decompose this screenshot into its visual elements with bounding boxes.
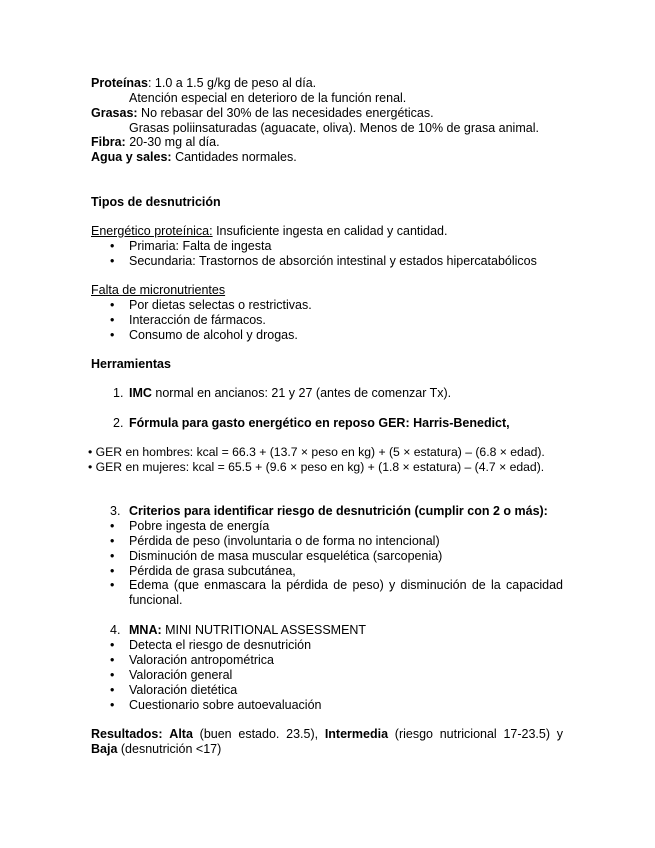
bullet-icon: • [110,668,115,682]
list-item: Por dietas selectas o restrictivas. [129,298,312,312]
list-item: Disminución de masa muscular esquelética (sarcopenia) [129,549,443,563]
micro-label: Falta de micronutrientes [91,283,226,297]
bullet-icon: • [110,313,115,327]
intermedia-label: Intermedia [324,727,389,741]
mna-line [129,623,366,638]
imc-label: IMC [129,386,152,400]
bullet-icon: • [110,328,115,342]
mna-number: 4. [110,623,121,637]
energetico-text: Insuficiente ingesta en calidad y cantidad. [212,224,448,238]
energetico-line [91,224,448,239]
energetico-label: Energético proteínica: [91,224,213,238]
criterios-number: 3. [110,504,121,518]
bullet-icon: • [110,564,115,578]
resultados-line-2 [91,742,221,757]
resultados-label: Resultados: [91,727,163,741]
list-item: Edema (que enmascara la pérdida de peso) y disminución de la capacidad funcional. [129,578,563,607]
proteinas-note: Atención especial en deterioro de la función renal. [129,91,407,105]
list-item: Primaria: Falta de ingesta [129,239,272,253]
formula-hombres: • GER en hombres: kcal = 66.3 + (13.7 × peso en kg) + (5 × estatura) – (6.8 × edad). [88,445,545,459]
fibra-label: Fibra: [91,135,126,149]
bullet-icon: • [110,698,115,712]
bullet-icon: • [110,683,115,697]
bullet-icon: • [110,239,115,253]
list-item: Pobre ingesta de energía [129,519,270,533]
imc-text: normal en ancianos: 21 y 27 (antes de comenzar Tx). [151,386,452,400]
bullet-icon: • [110,254,115,268]
resultados-line [91,727,563,742]
list-item: Pérdida de grasa subcutánea, [129,564,296,578]
imc-number: 1. [113,386,124,400]
agua-text: Cantidades normales. [171,150,297,164]
proteinas-text: : 1.0 a 1.5 g/kg de peso al día. [147,76,317,90]
baja-label: Baja [91,742,118,756]
fibra-line [91,135,220,150]
bullet-icon: • [110,549,115,563]
alta-label: Alta [169,727,193,741]
list-item: Consumo de alcohol y drogas. [129,328,298,342]
grasas-note: Grasas poliinsaturadas (aguacate, oliva). Menos de 10% de grasa animal. [129,121,539,135]
ger-label: Fórmula para gasto energético en reposo GER: Harris-Benedict, [129,416,510,430]
fibra-text: 20-30 mg al día. [125,135,220,149]
ger-number: 2. [113,416,124,430]
list-item: Pérdida de peso (involuntaria o de forma no intencional) [129,534,440,548]
agua-label: Agua y sales: [91,150,172,164]
list-item: Valoración general [129,668,233,682]
agua-line [91,150,297,165]
list-item: Valoración dietética [129,683,238,697]
proteinas-label: Proteínas [91,76,148,90]
list-item: Secundaria: Trastornos de absorción intestinal y estados hipercatabólicos [129,254,537,268]
intermedia-text: (riesgo nutricional 17-23.5) y [388,727,563,741]
imc-line [129,386,451,401]
list-item: Valoración antropométrica [129,653,274,667]
tipos-heading: Tipos de desnutrición [91,195,221,209]
grasas-label: Grasas: [91,106,138,120]
bullet-icon: • [110,534,115,548]
herramientas-heading: Herramientas [91,357,171,371]
bullet-icon: • [110,578,115,592]
list-item: Interacción de fármacos. [129,313,266,327]
proteinas-line [91,76,316,91]
baja-text: (desnutrición <17) [117,742,222,756]
bullet-icon: • [110,298,115,312]
list-item: Cuestionario sobre autoevaluación [129,698,322,712]
formula-mujeres: • GER en mujeres: kcal = 65.5 + (9.6 × peso en kg) + (1.8 × estatura) – (4.7 × edad). [88,460,545,474]
grasas-line [91,106,434,121]
bullet-icon: • [110,638,115,652]
list-item: Detecta el riesgo de desnutrición [129,638,312,652]
bullet-icon: • [110,519,115,533]
alta-text: (buen estado. 23.5), [192,727,325,741]
mna-label: MNA: [129,623,162,637]
grasas-text: No rebasar del 30% de las necesidades energéticas. [137,106,434,120]
mna-text: MINI NUTRITIONAL ASSESSMENT [161,623,367,637]
bullet-icon: • [110,653,115,667]
criterios-label: Criterios para identificar riesgo de desnutrición (cumplir con 2 o más): [129,504,548,518]
